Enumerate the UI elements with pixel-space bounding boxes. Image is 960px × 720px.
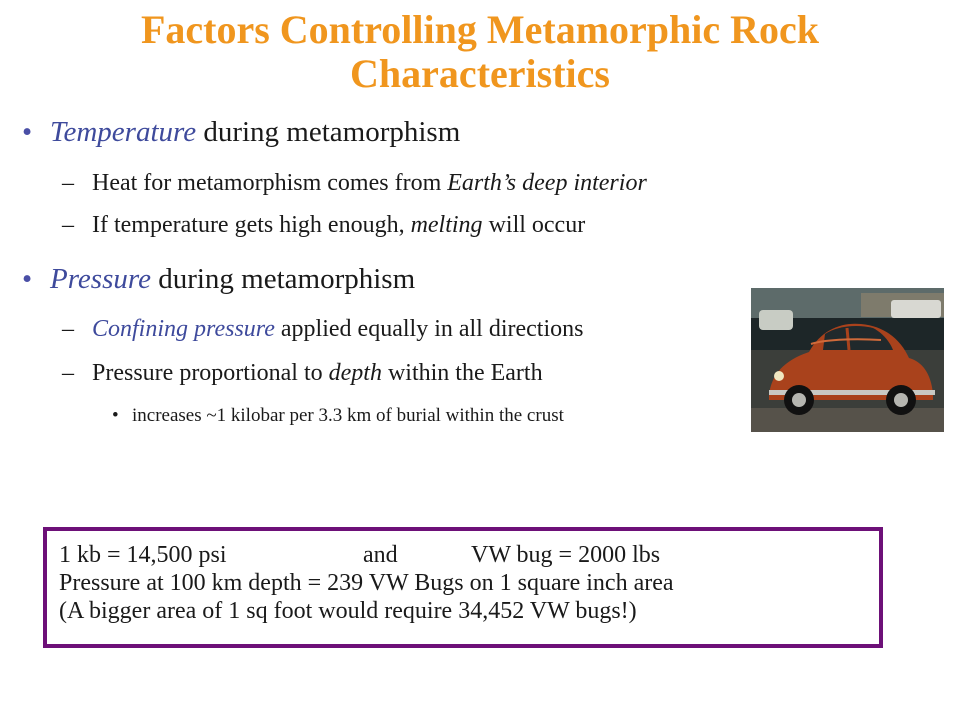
bullet-dot: • [22, 263, 33, 295]
dash: – [62, 170, 74, 196]
vw-beetle-photo [751, 288, 944, 432]
sub-text: increases ~1 kilobar per 3.3 km of burial within the crust [132, 405, 564, 426]
bullet-temperature [22, 116, 460, 148]
sub-emphasis: depth [328, 360, 382, 386]
sub-text: If temperature gets high enough, [92, 212, 411, 238]
temperature-sub-2 [62, 211, 585, 239]
infobox-line-3: (A bigger area of 1 sq foot would require 34,452 VW bugs!) [59, 598, 637, 624]
sub-emphasis: melting [410, 212, 483, 238]
temperature-sub-1 [62, 169, 647, 197]
infobox-vw-weight: VW bug = 2000 lbs [471, 542, 661, 568]
dash: – [62, 316, 74, 342]
bullet-pressure [22, 263, 415, 295]
pressure-rest: during metamorphism [150, 263, 416, 295]
infobox-kb-psi: 1 kb = 14,500 psi [59, 542, 227, 568]
sub-text-end: will occur [482, 212, 586, 238]
temperature-rest: during metamorphism [196, 116, 461, 148]
sub-emphasis: Confining pressure [92, 316, 275, 342]
sub-text: applied equally in all directions [274, 316, 584, 342]
temperature-lead: Temperature [50, 116, 197, 148]
slide-title [0, 8, 960, 96]
title-line-1: Factors Controlling Metamorphic Rock [140, 7, 820, 52]
sub-text-end: within the Earth [381, 360, 543, 386]
dash: – [62, 212, 74, 238]
pressure-sub-3 [112, 405, 564, 427]
sub-emphasis: Earth’s deep interior [447, 170, 647, 196]
infobox-line-2: Pressure at 100 km depth = 239 VW Bugs on 1 square inch area [59, 570, 674, 596]
bullet-dot: • [22, 116, 33, 148]
vw-beetle-icon [751, 288, 944, 432]
dash: – [62, 360, 74, 386]
title-line-2: Characteristics [350, 51, 610, 96]
pressure-sub-2 [62, 359, 543, 387]
sub-text: Heat for metamorphism comes from [92, 170, 448, 196]
infobox-and: and [363, 542, 398, 568]
pressure-sub-1 [62, 315, 583, 343]
infobox-line-1 [59, 541, 879, 569]
sub-text: Pressure proportional to [92, 360, 329, 386]
pressure-lead: Pressure [50, 263, 151, 295]
conversion-infobox [43, 527, 883, 648]
bullet-dot: • [112, 405, 119, 426]
